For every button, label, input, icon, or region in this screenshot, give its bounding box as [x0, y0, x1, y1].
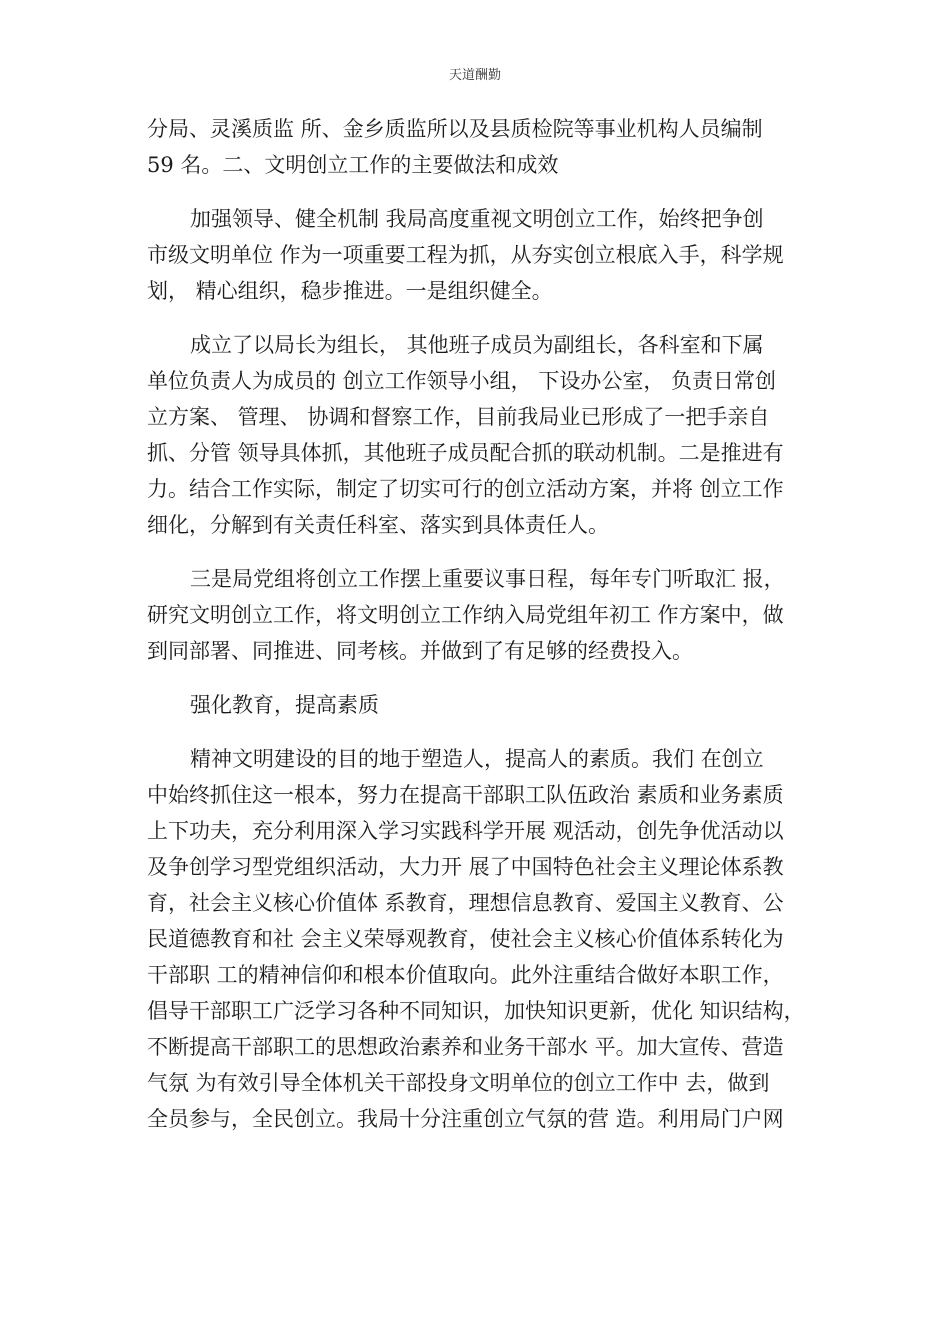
text-line: 干部职 工的精神信仰和根本价值取向。此外注重结合做好本职工作，: [147, 963, 784, 987]
text-line: 抓、分管 领导具体抓，其他班子成员配合抓的联动机制。二是推进有: [147, 441, 784, 465]
text-line: 划， 精心组织，稳步推进。一是组织健全。: [147, 279, 553, 303]
text-line: 研究文明创立工作，将文明创立工作纳入局党组年初工 作方案中，做: [147, 603, 784, 627]
text-line: 中始终抓住这一根本，努力在提高干部职工队伍政治 素质和业务素质: [147, 783, 784, 807]
text-line: 成立了以局长为组长， 其他班子成员为副组长，各科室和下属: [190, 333, 764, 357]
text-line: 精神文明建设的目的地于塑造人，提高人的素质。我们 在创立: [190, 747, 764, 771]
text-line: 单位负责人为成员的 创立工作领导小组， 下设办公室， 负责日常创: [147, 369, 777, 393]
text-line: 加强领导、健全机制 我局高度重视文明创立工作，始终把争创: [190, 207, 764, 231]
text-line: 到同部署、同推进、同考核。并做到了有足够的经费投入。: [147, 639, 693, 663]
paragraph-education: [147, 741, 812, 1137]
paragraph-leading-group: [147, 327, 812, 543]
text-line: 及争创学习型党组织活动，大力开 展了中国特色社会主义理论体系教: [147, 855, 784, 879]
text-line: 强化教育，提高素质: [190, 693, 379, 717]
text-line: 民道德教育和社 会主义荣辱观教育，使社会主义核心价值体系转化为: [147, 927, 784, 951]
text-line: 全员参与，全民创立。我局十分注重创立气氛的营 造。利用局门户网: [147, 1107, 784, 1131]
section-heading-education: [147, 687, 812, 723]
paragraph-leadership: [147, 201, 812, 309]
text-line: 三是局党组将创立工作摆上重要议事日程，每年专门听取汇 报，: [190, 567, 785, 591]
text-line: 倡导干部职工广泛学习各种不同知识，加快知识更新，优化 知识结构，: [147, 999, 805, 1023]
text-line: 气氛 为有效引导全体机关干部投身文明单位的创立工作中 去，做到: [147, 1071, 770, 1095]
paragraph-party-agenda: [147, 561, 812, 669]
text-line: 细化，分解到有关责任科室、落实到具体责任人。: [147, 513, 609, 537]
page-header: 天道酬勤: [448, 68, 501, 83]
text-line: 分局、灵溪质监 所、金乡质监所以及县质检院等事业机构人员编制: [147, 117, 763, 141]
text-line: 不断提高干部职工的思想政治素养和业务干部水 平。加大宣传、营造: [147, 1035, 784, 1059]
document-body: [147, 111, 812, 1137]
text-line: 59 名。二、文明创立工作的主要做法和成效: [147, 153, 559, 177]
text-line: 上下功夫，充分利用深入学习实践科学开展 观活动，创先争优活动以: [147, 819, 784, 843]
text-line: 育，社会主义核心价值体 系教育，理想信息教育、爱国主义教育、公: [147, 891, 784, 915]
text-line: 市级文明单位 作为一项重要工程为抓，从夯实创立根底入手，科学规: [147, 243, 784, 267]
paragraph-staffing: [147, 111, 812, 183]
text-line: 立方案、 管理、 协调和督察工作，目前我局业已形成了一把手亲自: [147, 405, 770, 429]
text-line: 力。结合工作实际，制定了切实可行的创立活动方案，并将 创立工作: [147, 477, 784, 501]
